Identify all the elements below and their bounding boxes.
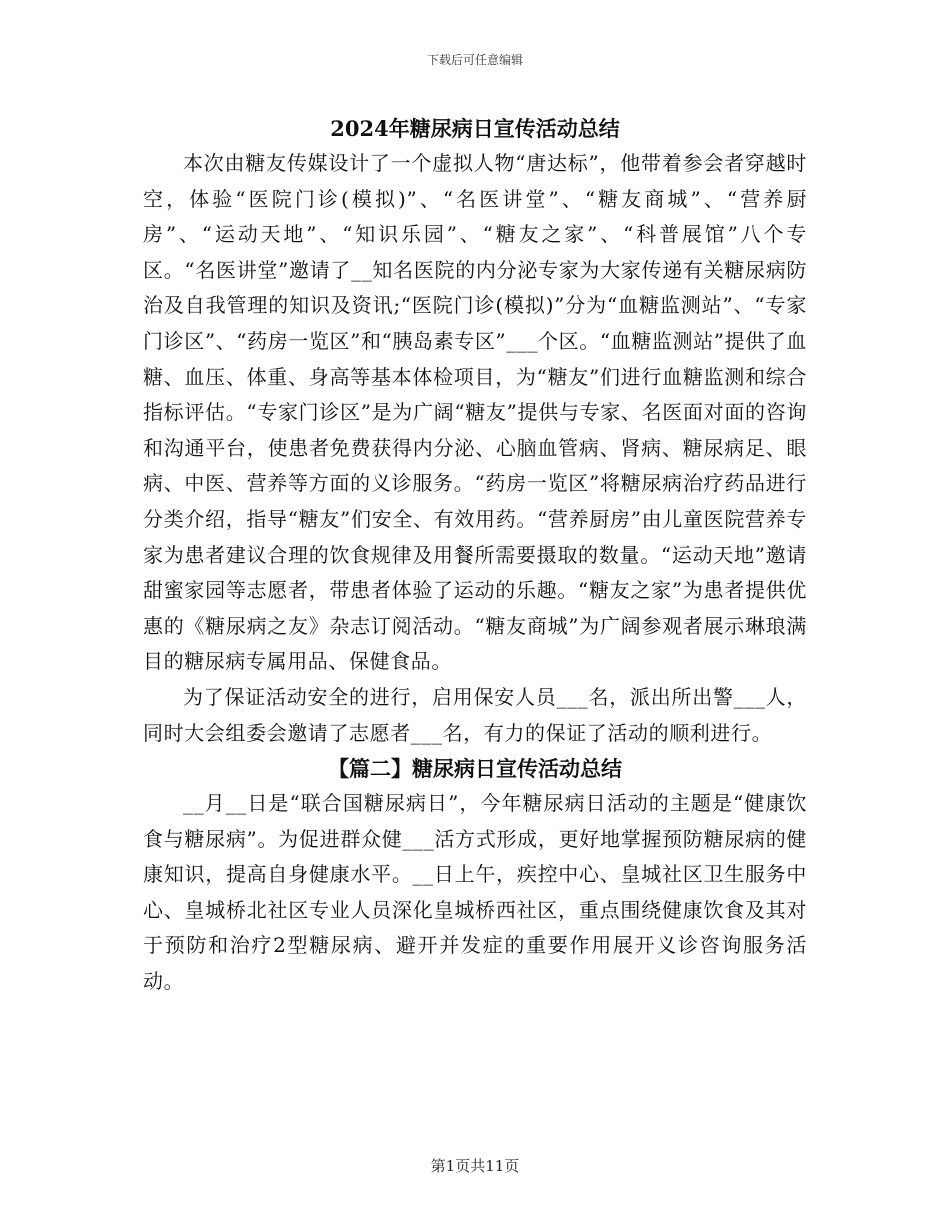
paragraph-2: 为了保证活动安全的进行，启用保安人员___名，派出所出警___人，同时大会组委会邀请了志愿者___名，有力的保证了活动的顺利进行。 [143,684,807,745]
page-footer-page-info: 第1页共11页 [430,1157,520,1175]
document-body [143,111,807,1000]
document-title: 2024年糖尿病日宣传活动总结 [330,116,620,141]
section-2-paragraph-1: __月__日是“联合国糖尿病日”，今年糖尿病日活动的主题是“健康饮食与糖尿病”。为促进群众健___活方式形成，更好地掌握预防糖尿病的健康知识，提高自身健康水平。__日上午，疾控中心、皇城社区卫生服务中心、皇城桥北社区专业人员深化皇城桥西社区，重点围绕健康饮食及其对于预防和治疗2型糖尿病、避开并发症的重要作用展开义诊咨询服务活动。 [143,791,807,994]
paragraph-1: 本次由糖友传媒设计了一个虚拟人物“唐达标”，他带着参会者穿越时空，体验“医院门诊(模拟)”、“名医讲堂”、“糖友商城”、“营养厨房”、“运动天地”、“知识乐园”、“糖友之家”、“科普展馆”八个专区。“名医讲堂”邀请了__知名医院的内分泌专家为大家传递有关糖尿病防治及自我管理的知识及资讯;“医院门诊(模拟)”分为“血糖监测站”、“专家门诊区”、“药房一览区”和“胰岛素专区”___个区。“血糖监测站”提供了血糖、血压、体重、身高等基本体检项目，为“糖友”们进行血糖监测和综合指标评估。“专家门诊区”是为广阔“糖友”提供与专家、名医面对面的咨询和沟通平台，使患者免费获得内分泌、心脑血管病、肾病、糖尿病足、眼病、中医、营养等方面的义诊服务。“药房一览区”将糖尿病治疗药品进行分类介绍，指导“糖友”们安全、有效用药。“营养厨房”由儿童医院营养专家为患者建议合理的饮食规律及用餐所需要摄取的数量。“运动天地”邀请甜蜜家园等志愿者，带患者体验了运动的乐趣。“糖友之家”为患者提供优惠的《糖尿病之友》杂志订阅活动。“糖友商城”为广阔参观者展示琳琅满目的糖尿病专属用品、保健食品。 [143,151,807,674]
section-2-title: 【篇二】糖尿病日宣传活动总结 [328,756,622,782]
page-header-note: 下载后可任意编辑 [426,53,523,67]
